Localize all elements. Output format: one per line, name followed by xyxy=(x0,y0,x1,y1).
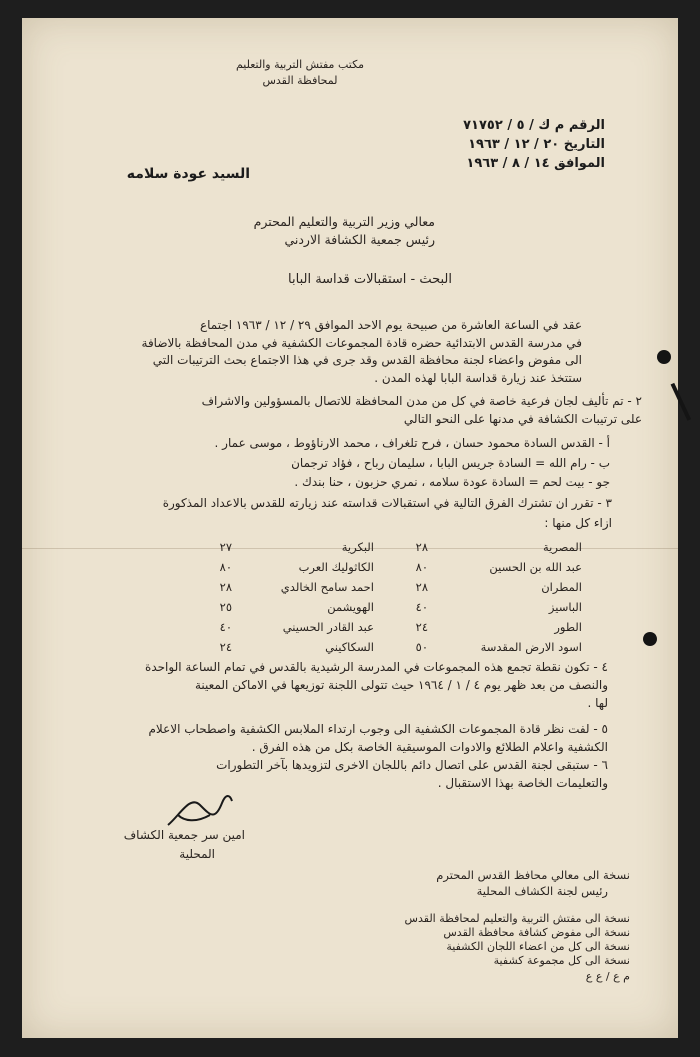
table-row xyxy=(0,560,700,576)
troop-name: الهويشمن xyxy=(327,600,374,614)
copy-line: نسخة الى كل مجموعة كشفية xyxy=(493,954,630,967)
troop-name: المصرية xyxy=(542,540,582,554)
committee-line: ب - رام الله = السادة جريس البابا ، سليمان رباح ، فؤاد ترجمان xyxy=(291,456,610,470)
body-line: لها . xyxy=(587,696,608,710)
troop-name: احمد سامح الخالدي xyxy=(280,580,374,594)
troop-count: ٢٤ xyxy=(219,640,232,654)
subject-line: البحث - استقبالات قداسة البابا xyxy=(288,272,452,287)
troop-count: ٢٧ xyxy=(219,540,232,554)
troop-count: ٢٨ xyxy=(415,540,428,554)
troop-count: ٢٤ xyxy=(415,620,428,634)
signature-scribble xyxy=(160,785,240,833)
copy-line: نسخة الى مفوض كشافة محافظة القدس xyxy=(443,926,630,939)
troop-name: المطران xyxy=(541,580,582,594)
office-line-2: لمحافظة القدس xyxy=(262,74,338,87)
table-row xyxy=(0,580,700,596)
body-line: الكشفية واعلام الطلائع والادوات الموسيقية الخاصة بكل من هذه الفرق . xyxy=(251,740,608,754)
handwritten-name: السيد عودة سلامه xyxy=(126,166,250,182)
troop-name: الكاثوليك العرب xyxy=(298,560,374,574)
body-line: ازاء كل منها : xyxy=(544,516,612,530)
troop-name: الباسيز xyxy=(548,600,582,614)
troop-name: البكرية xyxy=(341,540,374,554)
body-line: ٢ - تم تأليف لجان فرعية خاصة في كل من مدن المحافظة للاتصال بالمسؤولين والاشراف xyxy=(201,394,642,408)
troop-count: ٥٠ xyxy=(415,640,428,654)
reference-corresponding: الموافق ١٤ / ٨ / ١٩٦٣ xyxy=(466,156,605,171)
office-line-1: مكتب مفتش التربية والتعليم xyxy=(235,58,365,71)
body-line: والتعليمات الخاصة بهذا الاستقبال . xyxy=(437,776,608,790)
body-line: عقد في الساعة العاشرة من صبيحة يوم الاحد الموافق ٢٩ / ١٢ / ١٩٦٣ اجتماع xyxy=(199,318,582,332)
troop-count: ٨٠ xyxy=(415,560,428,574)
copy-line: نسخة الى مفتش التربية والتعليم لمحافظة القدس xyxy=(404,912,630,925)
troop-name: عبد الله بن الحسين xyxy=(489,560,582,574)
body-line: الى مفوض واعضاء لجنة محافظة القدس وقد جرى في هذا الاجتماع بحث الترتيبات التي xyxy=(152,353,582,367)
body-line: ٤ - تكون نقطة تجمع هذه المجموعات في المدرسة الرشيدية بالقدس في تمام الساعة الواحدة xyxy=(145,660,608,674)
file-initials: م ع / ع ع xyxy=(585,970,630,983)
signature-line-2: المحلية xyxy=(179,847,215,861)
copy-line: نسخة الى كل من اعضاء اللجان الكشفية xyxy=(446,940,630,953)
table-row xyxy=(0,620,700,636)
body-line: ٥ - لفت نظر قادة المجموعات الكشفية الى وجوب ارتداء الملابس الكشفية واصطحاب الاعلام xyxy=(148,722,608,736)
troop-name: السكاكيني xyxy=(325,640,374,654)
body-line: في مدرسة القدس الابتدائية حضره قادة المجموعات الكشفية في مدن المحافظة بالاضافة xyxy=(141,336,582,350)
body-line: ٦ - ستبقى لجنة القدس على اتصال دائم باللجان الاخرى لتزويدها بآخر التطورات xyxy=(216,758,608,772)
addressee-line-2: رئيس جمعية الكشافة الاردني xyxy=(284,232,435,247)
signature-line-1: امين سر جمعية الكشاف xyxy=(123,828,245,842)
committee-line: أ - القدس السادة محمود حسان ، فرح تلغراف ، محمد الارناؤوط ، موسى عمار . xyxy=(214,436,610,450)
copy-line: نسخة الى معالي محافظ القدس المحترم xyxy=(436,868,630,882)
body-line: ٣ - تقرر ان تشترك الفرق التالية في استقبالات قداسته عند زيارته للقدس بالاعداد المذكورة xyxy=(162,496,612,510)
table-row xyxy=(0,540,700,556)
troop-name: اسود الارض المقدسة xyxy=(480,640,582,654)
troop-count: ٤٠ xyxy=(415,600,428,614)
copy-line: رئيس لجنة الكشاف المحلية xyxy=(476,884,608,898)
reference-date: التاريخ ٢٠ / ١٢ / ١٩٦٣ xyxy=(468,137,605,152)
addressee-line-1: معالي وزير التربية والتعليم المحترم xyxy=(253,214,435,229)
troop-name: عبد القادر الحسيني xyxy=(282,620,374,634)
troop-count: ٢٥ xyxy=(219,600,232,614)
body-line: على ترتيبات الكشافة في مدنها على النحو التالي xyxy=(403,412,642,426)
reference-number: الرقم م ك / ٥ / ٧١٧٥٢ xyxy=(463,118,605,133)
committee-line: جو - بيت لحم = السادة عودة سلامه ، نمري حزبون ، حنا بندك . xyxy=(294,475,610,489)
body-line: والنصف من بعد ظهر يوم ٤ / ١ / ١٩٦٤ حيث تتولى اللجنة توزيعها في الاماكن المعينة xyxy=(195,678,608,692)
troop-count: ٢٨ xyxy=(415,580,428,594)
troop-count: ٤٠ xyxy=(219,620,232,634)
punch-hole xyxy=(657,350,671,364)
table-row xyxy=(0,640,700,656)
table-row xyxy=(0,600,700,616)
troop-count: ٢٨ xyxy=(219,580,232,594)
body-line: ستتخذ عند زيارة قداسة البابا لهذه المدن . xyxy=(374,371,582,385)
troop-name: الطور xyxy=(554,620,582,634)
troop-count: ٨٠ xyxy=(219,560,232,574)
